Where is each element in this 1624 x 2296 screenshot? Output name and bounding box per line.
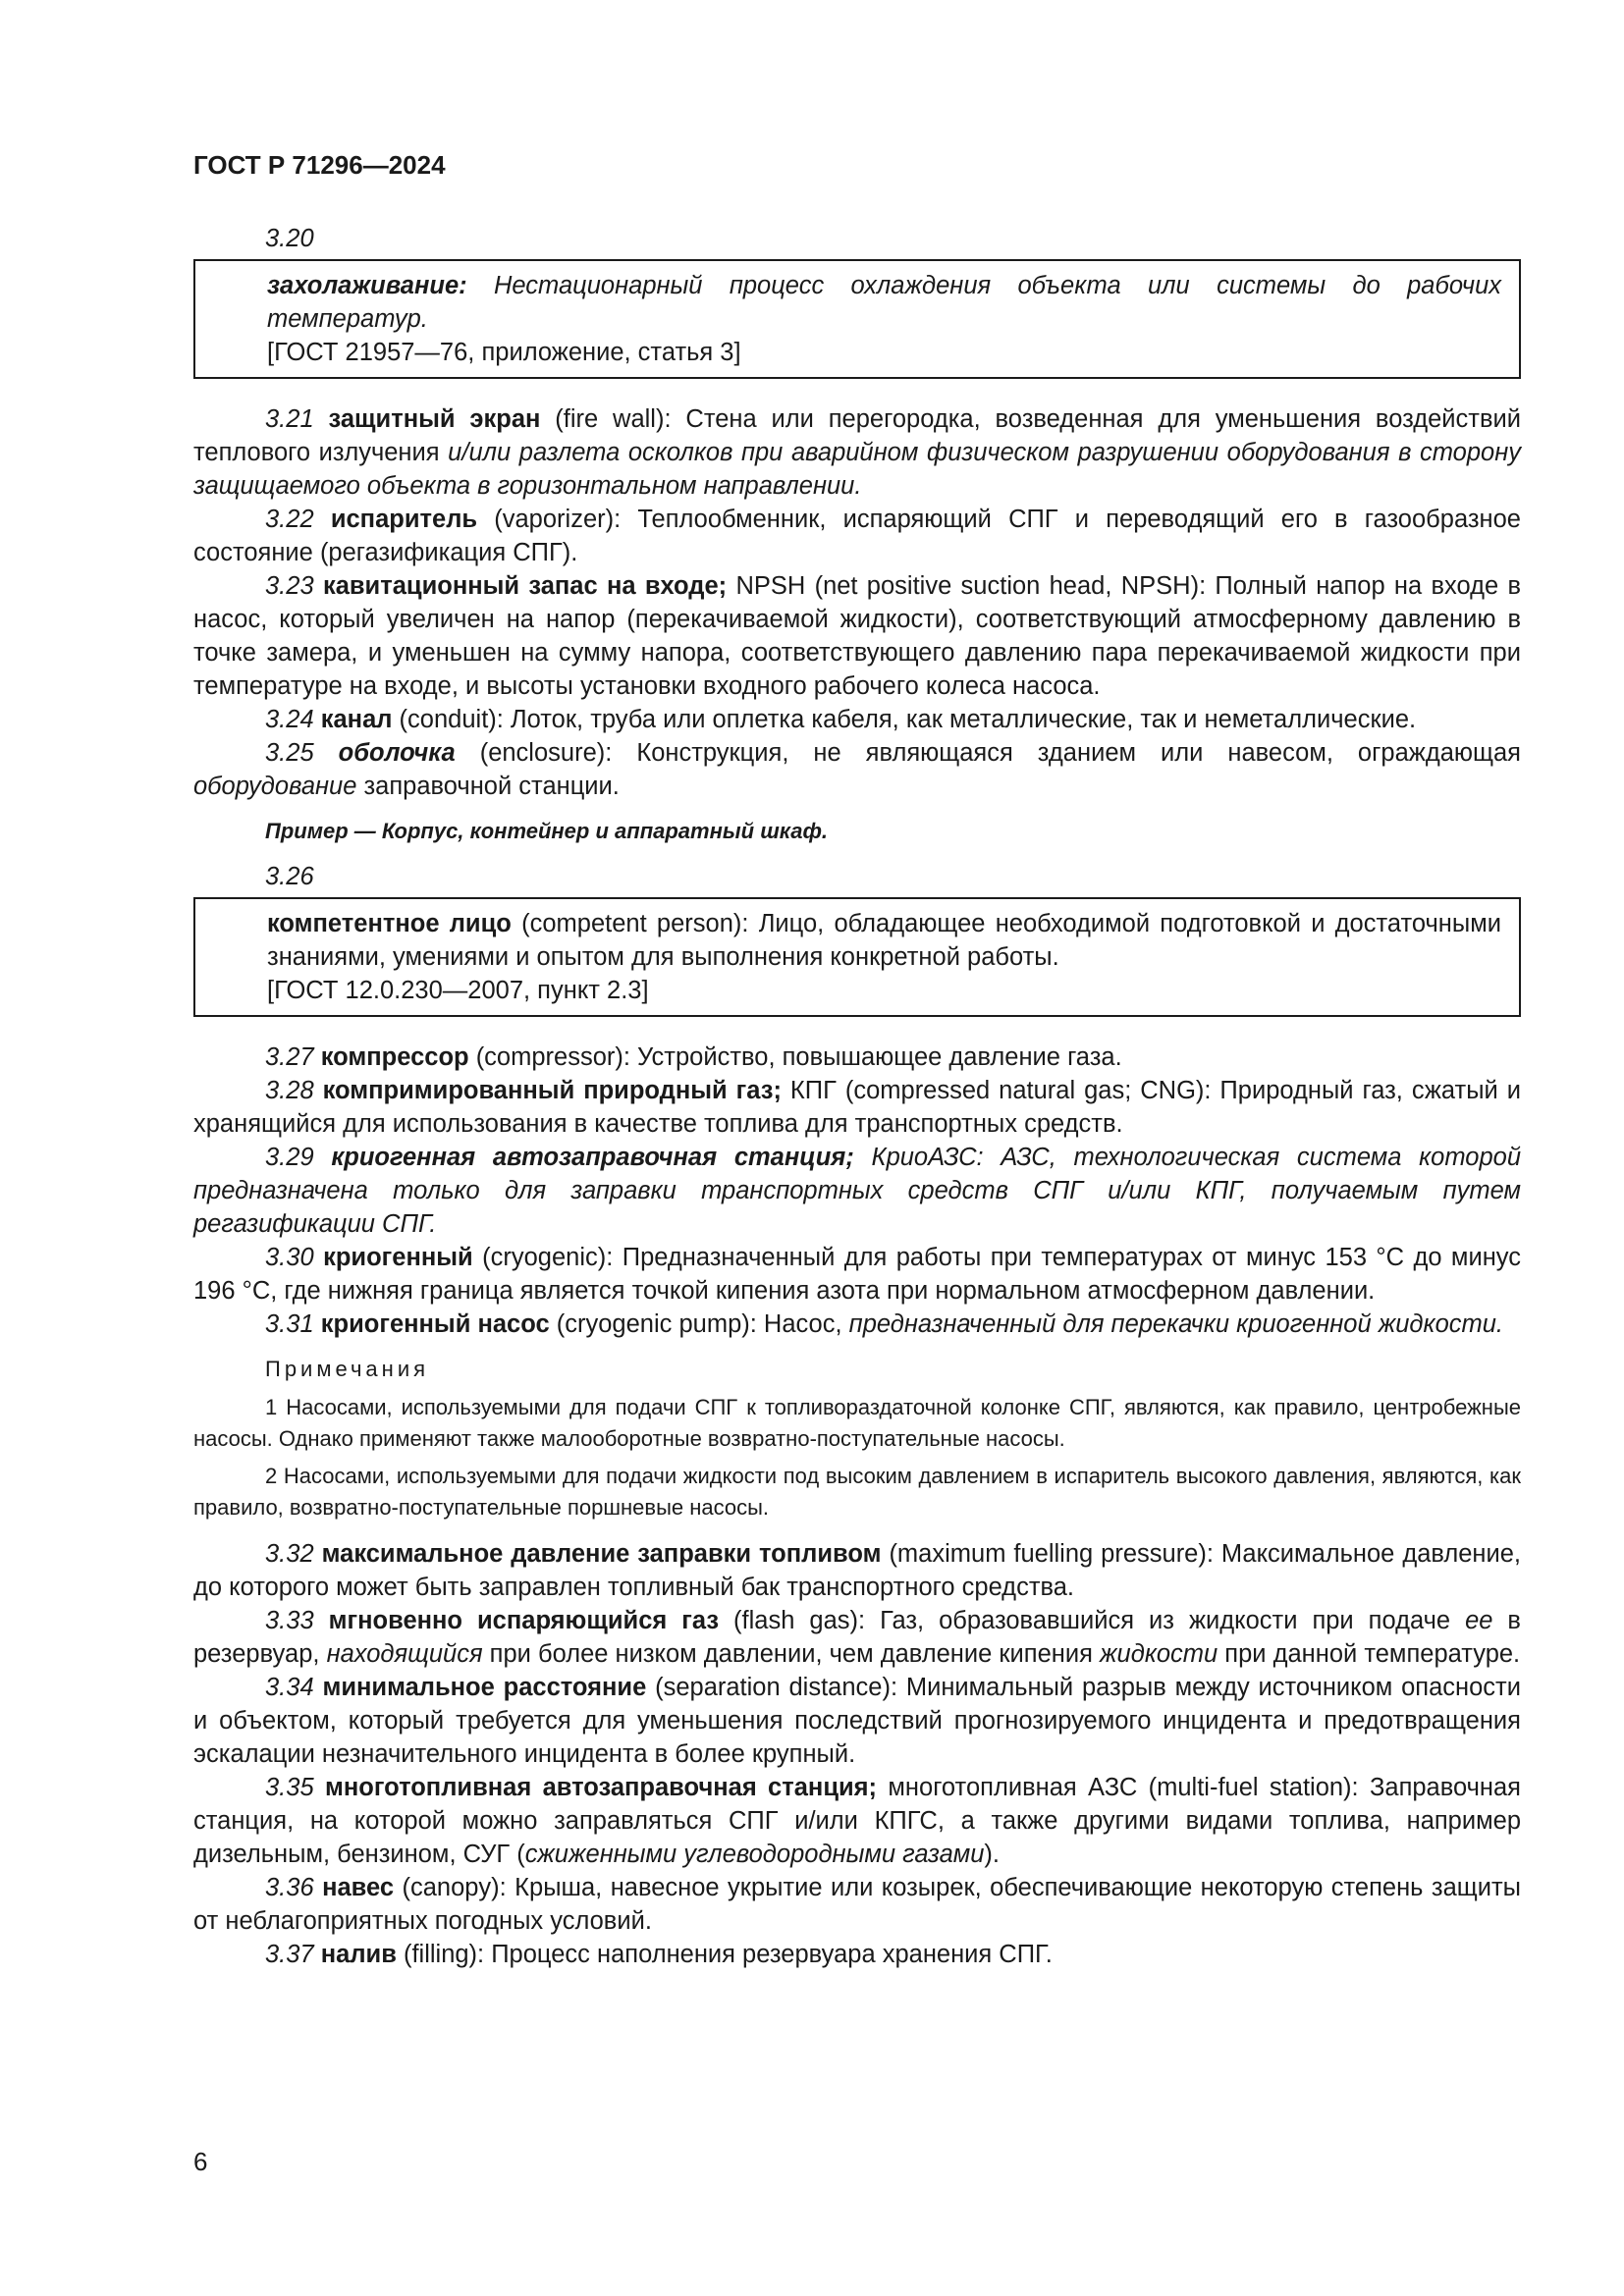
definition: Нестационарный процесс охлаждения объекта или системы до рабочих температур. [267, 272, 1501, 333]
term: налив [320, 1941, 397, 1968]
term-entry-3-27: 3.27 компрессор (compressor): Устройство, повышающее давление газа. [265, 1043, 1122, 1071]
term: мгновенно испаряющийся газ [328, 1607, 720, 1634]
term: испаритель [330, 506, 478, 533]
document-header: ГОСТ Р 71296—2024 [193, 150, 446, 180]
term: канал [320, 706, 393, 733]
term: навес [322, 1874, 395, 1901]
term: криогенный [323, 1244, 473, 1271]
term-entry-3-25: 3.25 оболочка (enclosure): Конструкция, не являющаяся зданием или навесом, ограждающая оборудование заправочной станции. [193, 739, 1521, 800]
term-entry-3-36: 3.36 навес (canopy): Крыша, навесное укрытие или козырек, обеспечивающие некоторую степень защиты от неблагоприятных погодных условий. [193, 1874, 1521, 1935]
term-entry-3-26 [267, 907, 1501, 974]
term-entry-3-22: 3.22 испаритель (vaporizer): Теплообменник, испаряющий СПГ и переводящий его в газообразное состояние (регазификация СПГ). [193, 506, 1521, 566]
quoted-term-box-3-26 [193, 897, 1521, 1017]
example-note: Пример — Корпус, контейнер и аппаратный шкаф. [265, 819, 829, 843]
term: оболочка [338, 739, 456, 767]
note-2: 2 Насосами, используемыми для подачи жидкости под высоким давлением в испаритель высокого давления, являются, как правило, возвратно-поступательные поршневые насосы. [193, 1464, 1521, 1520]
term: компрессор [320, 1043, 469, 1071]
page-number: 6 [193, 2147, 208, 2176]
term-entry-3-35: 3.35 многотопливная автозаправочная станция; многотопливная АЗС (multi-fuel station): Заправочная станция, на которой можно заправляться СПГ и/или КПГС, а также другими видами топлива, например дизельным, бензином, СУГ (сжиженными углеводородными газами). [193, 1774, 1521, 1868]
document-body [193, 222, 1521, 1971]
term-entry-3-37: 3.37 налив (filling): Процесс наполнения резервуара хранения СПГ. [265, 1941, 1053, 1968]
term: максимальное давление заправки топливом [321, 1540, 882, 1568]
term-entry-3-23: 3.23 кавитационный запас на входе; NPSH (net positive suction head, NPSH): Полный напор на входе в насос, который увеличен на напор (перекачиваемой жидкости), соответствующий атмосферному давлению в точке замера, и уменьшен на сумму напора, соответствующего давлению пара перекачиваемой жидкости при температуре на входе, и высоты установки входного рабочего колеса насоса. [193, 572, 1522, 700]
definition: (competent person): Лицо, обладающее необходимой подготовкой и достаточными знаниями, умениями и опытом для выполнения конкретной работы. [267, 910, 1501, 971]
quoted-term-box-3-20 [193, 259, 1521, 379]
term-entry-3-20 [267, 269, 1501, 336]
term-entry-3-24: 3.24 канал (conduit): Лоток, труба или оплетка кабеля, как металлические, так и неметаллические. [265, 706, 1417, 733]
term-entry-3-33: 3.33 мгновенно испаряющийся газ (flash gas): Газ, образовавшийся из жидкости при подаче ее в резервуар, находящийся при более низком давлении, чем давление кипения жидкости при данной температуре. [193, 1607, 1521, 1668]
term-entry-3-34: 3.34 минимальное расстояние (separation distance): Минимальный разрыв между источником опасности и объектом, который требуется для уменьшения последствий прогнозируемого инцидента и предотвращения эскалации незначительного инцидента в более крупный. [193, 1674, 1521, 1768]
term-entry-3-29: 3.29 криогенная автозаправочная станция; КриоАЗС: АЗС, технологическая система которой предназначена только для заправки транспортных средств СПГ и/или КПГ, получаемым путем регазификации СПГ. [193, 1144, 1522, 1238]
term: минимальное расстояние [322, 1674, 647, 1701]
term-entry-3-30: 3.30 криогенный (cryogenic): Предназначенный для работы при температурах от минус 153 °С до минус 196 °С, где нижняя граница является точкой кипения азота при нормальном атмосферном давлении. [193, 1244, 1521, 1305]
term: защитный экран [328, 405, 541, 433]
term-entry-3-32: 3.32 максимальное давление заправки топливом (maximum fuelling pressure): Максимальное давление, до которого может быть заправлен топливный бак транспортного средства. [193, 1540, 1521, 1601]
source-reference: [ГОСТ 21957—76, приложение, статья 3] [267, 339, 741, 366]
term-entry-3-21: 3.21 защитный экран (fire wall): Стена или перегородка, возведенная для уменьшения воздействий теплового излучения и/или разлета осколков при аварийном физическом разрушении оборудования в сторону защищаемого объекта в горизонтальном направлении. [193, 405, 1522, 500]
term: компетентное лицо [267, 910, 512, 937]
term-entry-3-28: 3.28 компримированный природный газ; КПГ (compressed natural gas; CNG): Природный газ, сжатый и хранящийся для использования в качестве топлива для транспортных средств. [193, 1077, 1521, 1138]
entry-number-3-26: 3.26 [265, 863, 314, 890]
term: криогенный насос [320, 1310, 550, 1338]
entry-number-3-20: 3.20 [265, 225, 314, 252]
term: криогенная автозаправочная станция; [331, 1144, 854, 1171]
term: захолаживание: [267, 272, 467, 299]
term: кавитационный запас на входе; [322, 572, 728, 600]
term: компримированный природный газ; [322, 1077, 782, 1104]
term-entry-3-31: 3.31 криогенный насос (cryogenic pump): Насос, предназначенный для перекачки криогенной жидкости. [265, 1310, 1504, 1338]
note-1: 1 Насосами, используемыми для подачи СПГ к топливораздаточной колонке СПГ, являются, как правило, центробежные насосы. Однако применяют также малооборотные возвратно-поступательные насосы. [193, 1395, 1521, 1451]
source-reference: [ГОСТ 12.0.230—2007, пункт 2.3] [267, 977, 649, 1004]
term: многотопливная автозаправочная станция; [325, 1774, 878, 1801]
notes-title: Примечания [265, 1357, 430, 1381]
